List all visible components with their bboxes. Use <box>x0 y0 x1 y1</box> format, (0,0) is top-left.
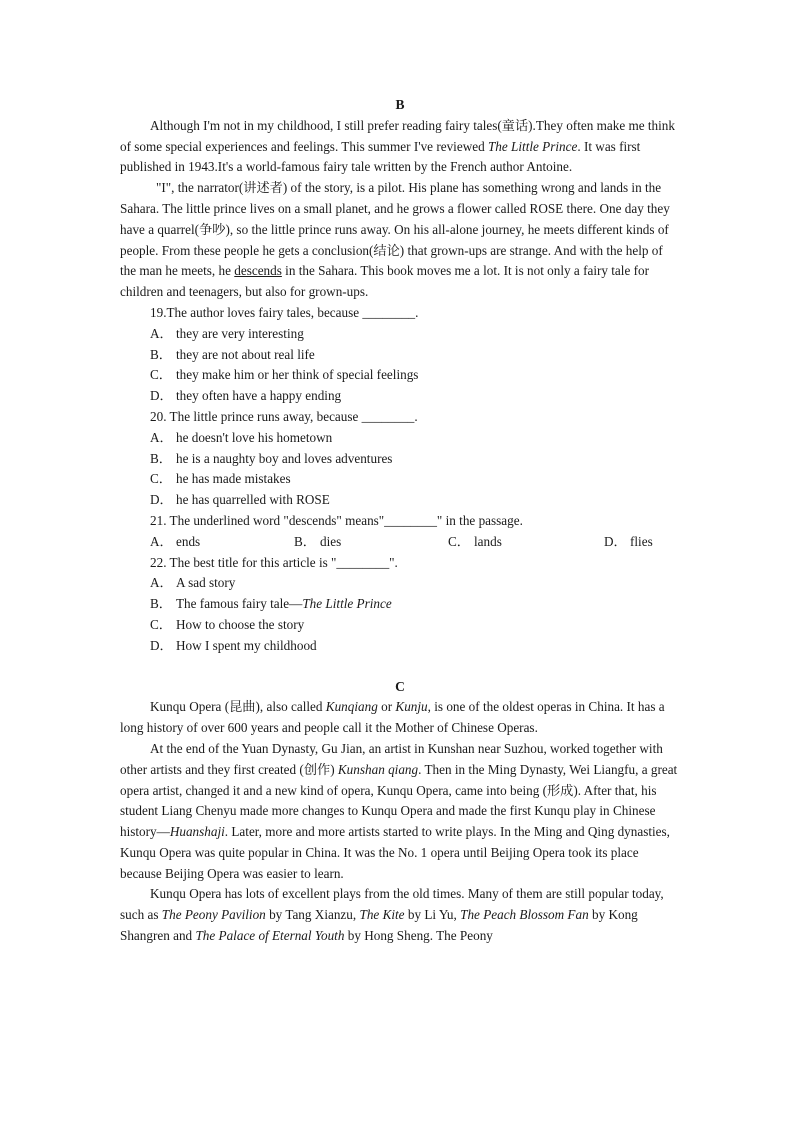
section-b-paragraph-2 <box>120 178 680 303</box>
text-run: . Then in the Ming Dynasty, Wei Liangfu, a great opera artist, changed it and a new kind of opera, Kunqu Opera, came into being (形成). After that, his student Liang Chenyu made more changes to Kunqu Opera and made the first Kunqu play in Chinese history— <box>120 761 678 840</box>
question-22-option-b <box>120 594 680 615</box>
text-run: by Hong Sheng. The Peony <box>344 928 493 944</box>
question-19-option-d <box>120 386 680 407</box>
italic-title: The Palace of Eternal Youth <box>195 928 345 944</box>
text-run: . Later, more and more artists started to write plays. In the Ming and Qing dynasties, Kunqu Opera was quite popular in China. It was the No. 1 opera until Beijing Opera took its place because Beijing Opera was easier to learn. <box>120 824 670 881</box>
option-text: he has made mistakes <box>176 471 291 487</box>
option-letter: D． <box>150 388 173 404</box>
section-c-paragraph-2 <box>120 739 680 885</box>
italic-term: Kunqiang <box>325 699 378 715</box>
question-20-option-c <box>120 469 680 490</box>
question-22-option-c <box>120 615 680 636</box>
option-letter: A． <box>150 575 173 591</box>
italic-term: Kunju <box>395 699 428 715</box>
option-text: they are not about real life <box>176 346 315 362</box>
question-21-option-c <box>448 532 502 553</box>
question-21-options-row <box>120 532 680 553</box>
section-c-paragraph-1 <box>120 697 680 739</box>
text-run: Although I'm not in my childhood, I still prefer reading fairy tales(童话).They often make me think of some special experiences and feelings. This summer I've reviewed <box>120 117 675 154</box>
section-c-heading: C <box>395 678 405 694</box>
question-21-option-a <box>150 532 200 553</box>
option-letter: D． <box>150 637 173 653</box>
question-20-stem: 20. The little prince runs away, because ________. <box>150 408 418 424</box>
book-title: The Little Prince <box>487 138 578 154</box>
question-21-stem: 21. The underlined word "descends" means"________" in the passage. <box>150 512 523 528</box>
italic-term: Kunshan qiang <box>337 761 419 777</box>
text-run: by Tang Xianzu, <box>265 907 360 923</box>
text-run: in the Sahara. This book moves me a lot. It is not only a fairy tale for children and teenagers, but also for grown-ups. <box>120 263 649 300</box>
section-b-paragraph-1 <box>120 116 680 178</box>
underlined-word: descends <box>234 263 282 279</box>
question-21-option-b <box>294 532 341 553</box>
question-19-stem: 19.The author loves fairy tales, because ________. <box>150 304 419 320</box>
option-text: he is a naughty boy and loves adventures <box>176 450 393 466</box>
option-text: How I spent my childhood <box>176 637 317 653</box>
italic-title: The Peony Pavilion <box>161 907 266 923</box>
option-letter: C． <box>150 367 172 383</box>
option-letter: B． <box>150 346 172 362</box>
option-letter: C． <box>448 533 470 549</box>
option-text: dies <box>320 533 342 549</box>
option-text: he has quarrelled with ROSE <box>176 492 330 508</box>
section-b-heading: B <box>395 97 405 112</box>
italic-title: The Kite <box>359 907 405 923</box>
italic-title: The Peach Blossom Fan <box>460 907 589 923</box>
text-run: Kunqu Opera (昆曲), also called <box>150 699 326 715</box>
text-run: Kunqu Opera has lots of excellent plays from the old times. Many of them are still popular today, such as <box>120 886 664 923</box>
text-run: by Li Yu, <box>404 907 461 923</box>
option-text: A sad story <box>176 575 236 591</box>
question-21-option-d <box>604 532 653 553</box>
option-letter: C． <box>150 471 172 487</box>
option-text: How to choose the story <box>176 616 305 632</box>
option-text: flies <box>630 533 653 549</box>
question-22-stem: 22. The best title for this article is "________". <box>150 554 398 570</box>
question-20-option-d <box>120 490 680 511</box>
text-run: "I", the narrator(讲述者) of the story, is a pilot. His plane has something wrong and lands in the Sahara. The little prince lives on a small planet, and he grows a flower called ROSE there. One day they have a quarrel(争吵), so the little prince runs away. On his all-alone journey, he meets different kinds of people. From these people he gets a conclusion(结论) that grown-ups are strange. And with the help of the man he meets, he <box>120 180 670 279</box>
question-20-option-b <box>120 449 680 470</box>
question-19-option-a <box>120 324 680 345</box>
option-letter: D． <box>150 492 173 508</box>
option-text: they make him or her think of special feelings <box>176 367 419 383</box>
option-letter: C． <box>150 616 172 632</box>
question-22-option-d <box>120 636 680 657</box>
section-c-paragraph-3 <box>120 884 680 946</box>
option-text: lands <box>474 533 502 549</box>
question-19-option-b <box>120 345 680 366</box>
option-text: they often have a happy ending <box>176 388 342 404</box>
question-20-option-a <box>120 428 680 449</box>
text-run: or <box>377 699 396 715</box>
document-page <box>120 0 680 947</box>
question-22-option-a <box>120 573 680 594</box>
option-text: they are very interesting <box>176 325 304 341</box>
text-run: , is one of the oldest operas in China. It has a long history of over 600 years and people call it the Mother of Chinese Operas. <box>120 699 665 736</box>
text-run: At the end of the Yuan Dynasty, Gu Jian, an artist in Kunshan near Suzhou, worked together with other artists and they first created (创作) <box>120 740 663 777</box>
option-letter: B． <box>150 596 172 612</box>
option-letter: A． <box>150 325 173 341</box>
text-run: . It was first published in 1943.It's a world-famous fairy tale written by the French author Antoine. <box>120 138 641 175</box>
option-letter: B． <box>150 450 172 466</box>
option-letter: D． <box>604 533 627 549</box>
option-letter: B． <box>294 533 316 549</box>
option-text: The famous fairy tale— <box>176 596 303 612</box>
italic-term: Huanshaji <box>169 824 225 840</box>
option-text: ends <box>176 533 201 549</box>
question-19-option-c <box>120 365 680 386</box>
option-letter: A． <box>150 429 173 445</box>
text-run: by Kong Shangren and <box>120 907 638 944</box>
option-letter: A． <box>150 533 173 549</box>
option-italic-title: The Little Prince <box>302 596 392 612</box>
option-text: he doesn't love his hometown <box>176 429 333 445</box>
